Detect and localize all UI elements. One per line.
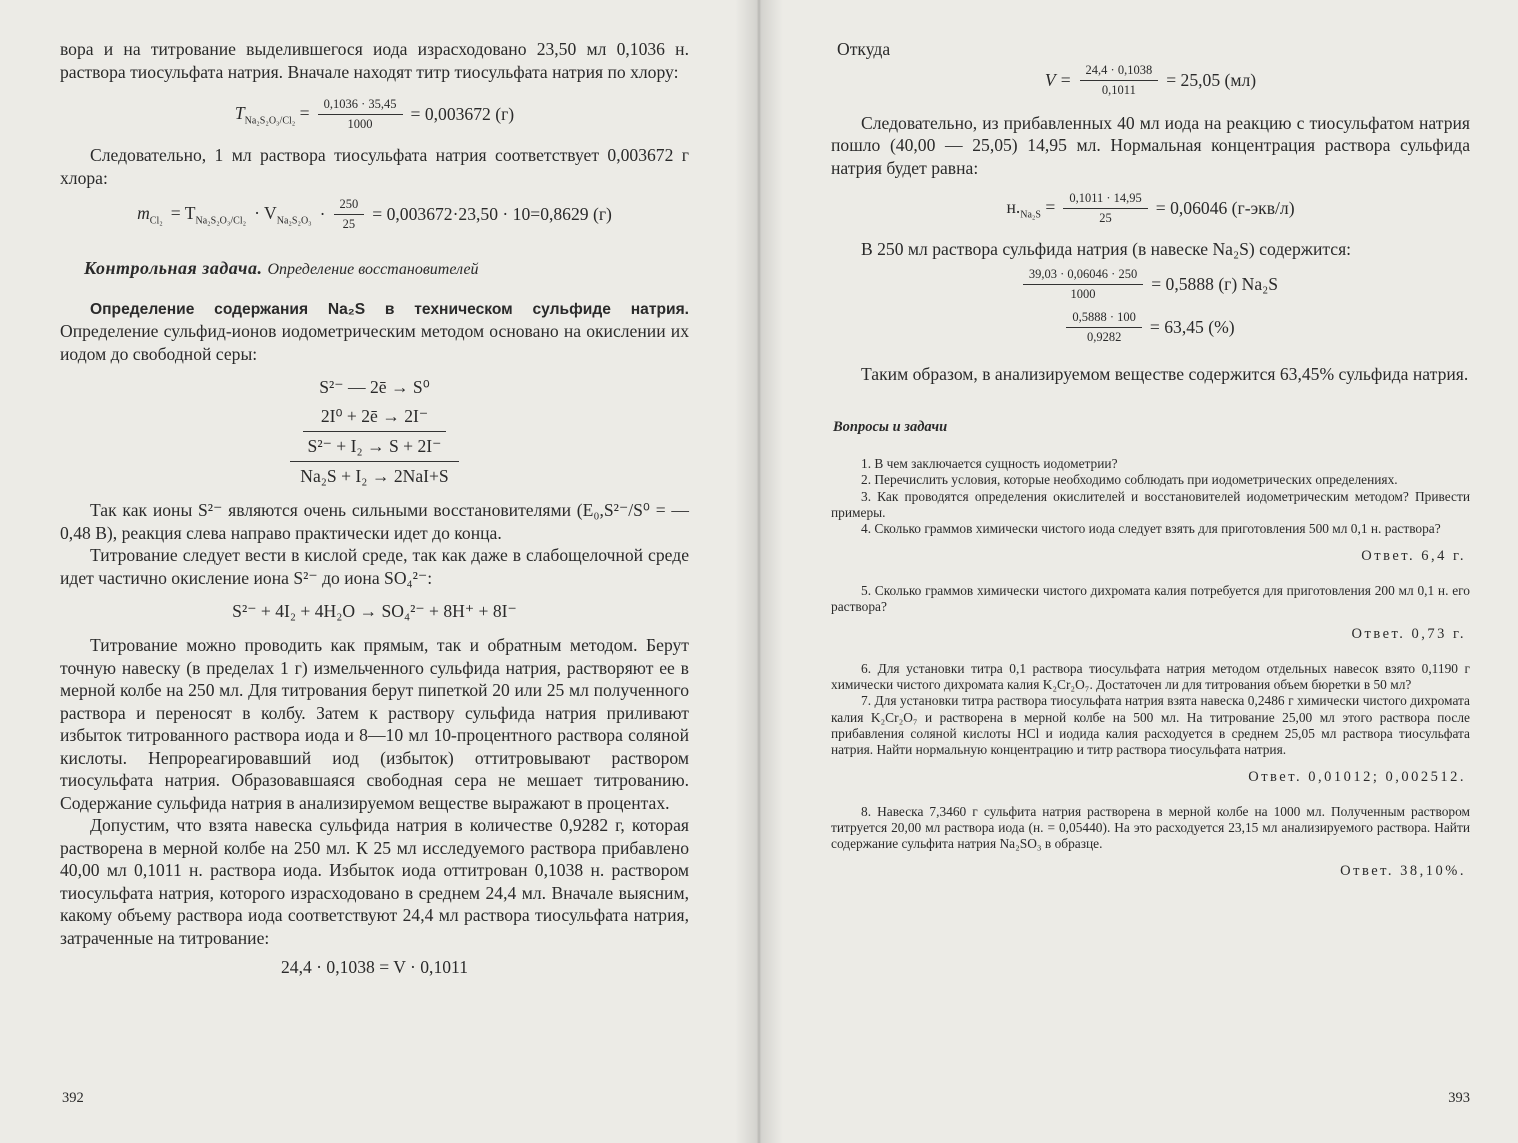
questions-list bbox=[831, 456, 1470, 880]
page-number-left: 392 bbox=[62, 1090, 84, 1106]
question-item: 4. Сколько граммов химически чистого иода следует взять для приготовления 500 мл 0,1 н. раствора? bbox=[861, 521, 1441, 537]
ions-paragraph: Так как ионы S²⁻ являются очень сильными восстановителями (E₀,S²⁻/S⁰ = —0,48 В), реакция слева направо практически идет до конца. bbox=[60, 500, 689, 543]
consequently-paragraph: Следовательно, 1 мл раствора тиосульфата натрия соответствует 0,003672 г хлора: bbox=[60, 145, 689, 188]
intro-paragraph: вора и на титрование выделившегося иода израсходовано 23,50 мл 0,1036 н. раствора тиосульфата натрия. Вначале находят титр тиосульфата натрия по хлору: bbox=[60, 39, 689, 82]
fraction: $\frac{0,5888 \cdot 100}{0,9282}$ bbox=[1066, 310, 1142, 345]
redox-reactions: S²⁻ — 2ē → S⁰ 2I⁰ + 2ē → 2I⁻ S²⁻ + I₂ → S + 2I⁻ Na₂S + I₂ → 2NaI+S bbox=[60, 373, 689, 491]
fraction: $\frac{250}{25}$ bbox=[334, 197, 365, 232]
formula-titer: $T_{Na_2S_2O_3/Cl_2}$ = $\frac{0,1036 \cdot 35,45}{1000}$ = 0,003672 (г) bbox=[234, 97, 515, 132]
answer: Ответ. 0,01012; 0,002512. bbox=[1248, 768, 1466, 785]
question-item: 5. Сколько граммов химически чистого дихромата калия потребуется для приготовления 200 мл 0,1 н. его раствора? bbox=[831, 582, 1470, 615]
acid-medium-paragraph: Титрование следует вести в кислой среде, так как даже в слабощелочной среде идет частично окисление иона S²⁻ до иона SO₄²⁻: bbox=[60, 545, 689, 588]
formula-normality: $н._{Na_2S}$ = $\frac{0,1011 \cdot 14,95}{25}$ = 0,06046 (г-экв/л) bbox=[1006, 191, 1295, 226]
question-item: 8. Навеска 7,3460 г сульфита натрия растворена в мерной колбе на 1000 мл. Полученным раствором титруется 20,00 мл раствора иода (н. = 0,05440). На это расходуется 23,15 мл анализируемого раствора. Найти содержание сульфита натрия Na₂SO₃ в образце. bbox=[831, 803, 1470, 852]
fraction: $\frac{39,03 \cdot 0,06046 \cdot 250}{1000}$ bbox=[1023, 267, 1143, 302]
fraction: $\frac{0,1011 \cdot 14,95}{25}$ bbox=[1063, 191, 1147, 226]
page-number-right: 393 bbox=[1448, 1090, 1470, 1106]
question-item: 7. Для установки титра раствора тиосульфата натрия взята навеска 0,2486 г химически чистого дихромата калия K₂Cr₂O₇ и растворена в мерной колбе на 500 мл. На титрование 25,00 мл этого раствора после прибавления соляной кислоты HCl и иодида калия расходуется в среднем 25,05 мл раствора тиосульфата натрия. Найти нормальную концентрацию и титр раствора тиосульфата натрия. bbox=[831, 693, 1470, 758]
suppose-paragraph: Допустим, что взята навеска сульфида натрия в количестве 0,9282 г, которая растворена в мерной колбе на 250 мл. К 25 мл исследуемого раствора прибавлено 40,00 мл 0,1011 н. раствора иода. Избыток иода оттитрован 0,1038 н. раствором тиосульфата натрия, которого израсходовано в среднем 24,4 мл. Вначале выясним, какому объему раствора иода соответствуют 24,4 мл раствора тиосульфата натрия, затраченные на титрование: bbox=[60, 815, 689, 948]
oxidation-reaction: S²⁻ + 4I₂ + 4H₂O → SO₄²⁻ + 8H⁺ + 8I⁻ bbox=[232, 601, 517, 622]
task-heading: Контрольная задача. Определение восстановителей bbox=[84, 258, 479, 279]
consequently-right-paragraph: Следовательно, из прибавленных 40 мл иода на реакцию с тиосульфатом натрия пошло (40,00 — 25,05) 14,95 мл. Нормальная концентрация раствора сульфида натрия будет равна: bbox=[831, 112, 1470, 178]
book-gutter-shadow bbox=[735, 0, 783, 1143]
formula-volume: V = $\frac{24,4 \cdot 0,1038}{0,1011}$ = 25,05 (мл) bbox=[1044, 62, 1257, 97]
answer: Ответ. 0,73 г. bbox=[1351, 625, 1466, 642]
in250-paragraph: В 250 мл раствора сульфида натрия (в навеске Na₂S) содержится: bbox=[861, 239, 1352, 260]
thus-paragraph: Таким образом, в анализируемом веществе содержится 63,45% сульфида натрия. bbox=[861, 363, 1469, 384]
question-item: 6. Для установки титра 0,1 раствора тиосульфата натрия методом отдельных навесок взято 0,1190 г химически чистого дихромата калия K₂Cr₂O₇. Достаточен ли для титрования объем бюретки в 50 мл? bbox=[831, 660, 1470, 692]
formula-percent: $\frac{0,5888 \cdot 100}{0,9282}$ = 63,45 (%) bbox=[831, 310, 1470, 345]
right-page bbox=[759, 0, 1518, 1143]
formula-mass-chlorine: $m_{Cl_2}$ = $T_{Na_2S_2O_3/Cl_2}$ · $V_{Na_2S_2O_3}$ · $\frac{250}{25}$ = 0,003672·23,50 · 10=0,8629 (г) bbox=[137, 197, 612, 232]
method-paragraph: Титрование можно проводить как прямым, так и обратным методом. Берут точную навеску (в пределах 1 г) измельченного сульфида натрия, растворяют ее в мерной колбе на 250 мл. Для титрования берут пипеткой 20 или 25 мл полученного раствора и переносят в колбу. Затем к раствору сульфида натрия приливают избыток титрованного раствора иода и 8—10 мл 10-процентного раствора соляной кислоты. Непрореагировавший иод (избыток) оттитровывают раствором тиосульфата натрия. Образовавшаяся свободная сера не мешает титрованию. Содержание сульфида натрия в анализируемом веществе выражают в процентах. bbox=[60, 635, 689, 813]
whence-label: Откуда bbox=[837, 39, 891, 59]
formula-volume-equation: 24,4 · 0,1038 = V · 0,1011 bbox=[280, 957, 468, 978]
question-item: 1. В чем заключается сущность иодометрии? bbox=[861, 456, 1118, 472]
question-item: 3. Как проводятся определения окислителей и восстановителей иодометрическим методом? Привести примеры. bbox=[831, 488, 1470, 521]
fraction: $\frac{24,4 \cdot 0,1038}{0,1011}$ bbox=[1080, 63, 1159, 98]
determination-paragraph: Определение содержания Na₂S в техническом сульфиде натрия. Определение сульфид-ионов иодометрическим методом основано на окислении их иодом до свободной серы: bbox=[60, 301, 689, 364]
formula-mass-na2s: $\frac{39,03 \cdot 0,06046 \cdot 250}{1000}$ = 0,5888 (г) Na₂S bbox=[831, 267, 1470, 302]
question-item: 2. Перечислить условия, которые необходимо соблюдать при иодометрических определениях. bbox=[861, 472, 1398, 488]
fraction: $\frac{0,1036 \cdot 35,45}{1000}$ bbox=[318, 97, 403, 132]
answer: Ответ. 6,4 г. bbox=[1361, 547, 1466, 564]
answer: Ответ. 38,10%. bbox=[1340, 862, 1466, 879]
questions-title: Вопросы и задачи bbox=[833, 419, 948, 436]
